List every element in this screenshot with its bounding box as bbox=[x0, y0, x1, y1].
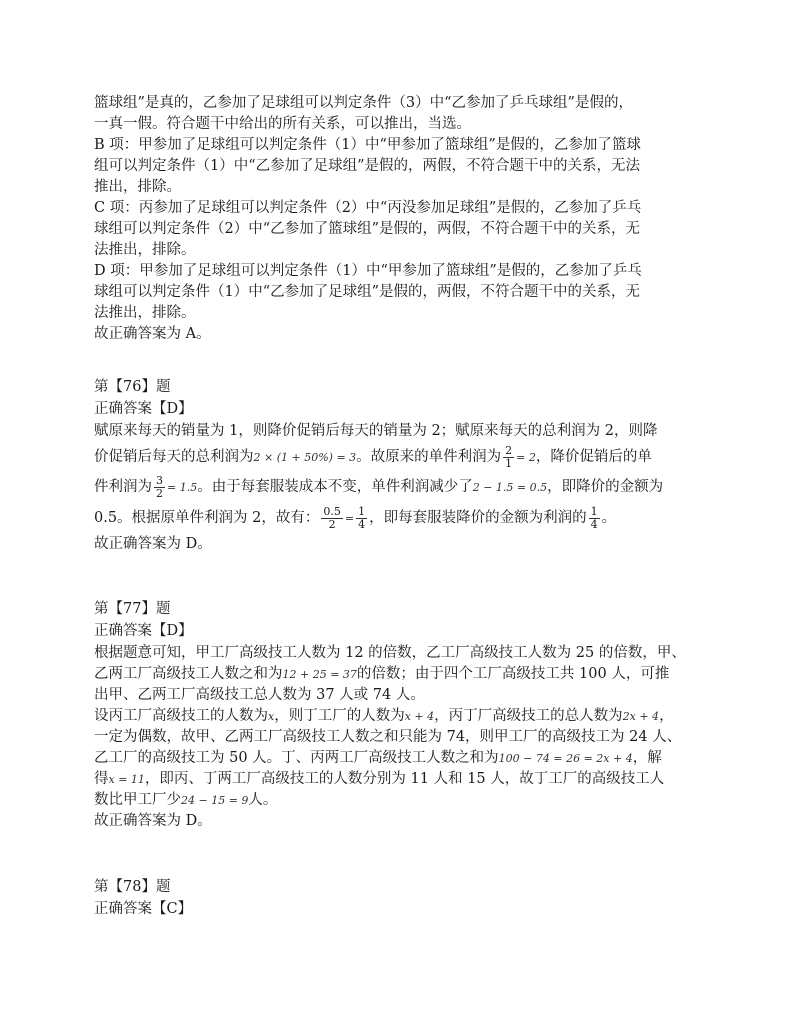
fraction-denominator: 2 bbox=[156, 486, 163, 500]
text-line bbox=[94, 769, 714, 790]
text-segment: 。故原来的单件利润为 bbox=[356, 449, 502, 465]
text-segment: ，则丁工厂的人数为 bbox=[274, 708, 405, 724]
option-b-line: 推出，排除。 bbox=[94, 179, 181, 195]
text-segment: 得 bbox=[94, 771, 109, 787]
text-segment: 人。 bbox=[248, 792, 278, 808]
option-c-line: 球组可以判定条件（2）中“乙参加了篮球组”是假的，两假，不符合题干中的关系，无 bbox=[94, 221, 641, 237]
fraction bbox=[589, 506, 600, 531]
option-c-line: 法推出，排除。 bbox=[94, 242, 196, 258]
correct-answer: 正确答案【D】 bbox=[94, 623, 193, 639]
text-segment: ，解 bbox=[632, 750, 662, 766]
text-segment: 价促销后每天的总利润为 bbox=[94, 449, 254, 465]
math-expression: = 2 bbox=[516, 451, 536, 464]
text-line: 根据题意可知，甲工厂高级技工人数为 12 的倍数，乙工厂高级技工人数为 25 的倍数，甲、 bbox=[94, 645, 686, 661]
option-d-line: D 项：甲参加了足球组可以判定条件（1）中“甲参加了篮球组”是假的，乙参加了乒乓 bbox=[94, 263, 642, 279]
fraction-numerator: 1 bbox=[358, 504, 366, 518]
text-line bbox=[94, 748, 714, 769]
text-segment: 数比甲工厂少 bbox=[94, 792, 181, 808]
fraction-denominator: 1 bbox=[505, 456, 513, 470]
answer-conclusion: 故正确答案为 D。 bbox=[94, 536, 212, 552]
text-segment: ， bbox=[659, 708, 674, 724]
text-line bbox=[94, 664, 714, 685]
fraction bbox=[503, 445, 514, 470]
fraction bbox=[321, 506, 343, 531]
text-line bbox=[94, 706, 714, 727]
text-line bbox=[94, 472, 714, 502]
text-segment: 。 bbox=[601, 510, 617, 526]
q77-explanation bbox=[94, 643, 714, 832]
text-line bbox=[94, 442, 714, 472]
math-expression: = bbox=[344, 512, 355, 525]
text-segment: 件利润为 bbox=[94, 479, 152, 495]
fraction-numerator: 0.5 bbox=[323, 504, 341, 518]
text-segment: ，即丙、丁两工厂高级技工的人数分别为 11 人和 15 人，故丁工厂的高级技工人 bbox=[144, 771, 665, 787]
fraction bbox=[154, 475, 165, 500]
question-title: 第【78】题 bbox=[94, 879, 171, 895]
q76-explanation bbox=[94, 421, 714, 555]
text-line: 一定为偶数，故甲、乙两工厂高级技工人数之和只能为 74，则甲工厂的高级技工为 24 人、 bbox=[94, 729, 682, 745]
math-expression: 2 × (1 + 50%) = 3 bbox=[253, 451, 357, 464]
fraction-denominator: 4 bbox=[590, 517, 598, 531]
option-d-line: 法推出，排除。 bbox=[94, 305, 196, 321]
text-segment: 的倍数；由于四个工厂高级技工共 100 人，可推 bbox=[356, 666, 670, 682]
q75-explanation bbox=[94, 93, 714, 345]
text-segment: 0.5。根据原单件利润为 2，故有： bbox=[94, 510, 320, 526]
text-segment: ，即降价的金额为 bbox=[547, 479, 664, 495]
option-d-line: 球组可以判定条件（1）中“乙参加了足球组”是假的，两假，不符合题干中的关系，无 bbox=[94, 284, 641, 300]
math-expression: 2x + 4 bbox=[622, 710, 660, 723]
text-line: 出甲、乙两工厂高级技工总人数为 37 人或 74 人。 bbox=[94, 687, 425, 703]
text-segment: 乙两工厂高级技工人数之和为 bbox=[94, 666, 283, 682]
text-segment: 。由于每套服装成本不变，单件利润减少了 bbox=[197, 479, 473, 495]
math-expression: = 1.5 bbox=[167, 481, 198, 494]
fraction-numerator: 1 bbox=[590, 504, 598, 518]
math-expression: 24 − 15 = 9 bbox=[181, 794, 249, 807]
answer-conclusion: 故正确答案为 A。 bbox=[94, 326, 211, 342]
text-segment: 乙工厂的高级技工为 50 人。丁、丙两工厂高级技工人数之和为 bbox=[94, 750, 499, 766]
math-expression: x bbox=[268, 710, 275, 723]
correct-answer: 正确答案【C】 bbox=[94, 901, 193, 917]
fraction-denominator: 4 bbox=[358, 517, 366, 531]
math-expression: x = 11 bbox=[108, 773, 145, 786]
math-expression: 100 − 74 = 26 = 2x + 4 bbox=[498, 752, 633, 765]
option-b-line: B 项：甲参加了足球组可以判定条件（1）中“甲参加了篮球组”是假的，乙参加了篮球 bbox=[94, 137, 641, 153]
text-line: 一真一假。符合题干中给出的所有关系，可以推出，当选。 bbox=[94, 116, 471, 132]
fraction bbox=[356, 506, 367, 531]
text-line bbox=[94, 790, 714, 811]
math-expression: x + 4 bbox=[404, 710, 435, 723]
fraction-numerator: 3 bbox=[156, 473, 163, 487]
text-segment: 设丙工厂高级技工的人数为 bbox=[94, 708, 268, 724]
question-title: 第【77】题 bbox=[94, 601, 171, 617]
fraction-denominator: 2 bbox=[328, 517, 336, 531]
option-b-line: 组可以判定条件（1）中“乙参加了足球组”是假的，两假，不符合题干中的关系，无法 bbox=[94, 158, 641, 174]
text-line: 篮球组”是真的，乙参加了足球组可以判定条件（3）中“乙参加了乒乓球组”是假的， bbox=[94, 95, 633, 111]
question-title: 第【76】题 bbox=[94, 379, 171, 395]
text-segment: ，丙丁厂高级技工的总人数为 bbox=[434, 708, 623, 724]
text-line bbox=[94, 502, 714, 534]
correct-answer: 正确答案【D】 bbox=[94, 401, 193, 417]
math-expression: 12 + 25 = 37 bbox=[282, 668, 357, 681]
text-line: 赋原来每天的销量为 1，则降价促销后每天的销量为 2；赋原来每天的总利润为 2，则降 bbox=[94, 423, 658, 439]
text-segment: ，降价促销后的单 bbox=[535, 449, 652, 465]
math-expression: 2 − 1.5 = 0.5 bbox=[472, 481, 548, 494]
text-segment: ，即每套服装降价的金额为利润的 bbox=[369, 510, 587, 526]
answer-conclusion: 故正确答案为 D。 bbox=[94, 813, 212, 829]
option-c-line: C 项：丙参加了足球组可以判定条件（2）中“丙没参加足球组”是假的，乙参加了乒乓 bbox=[94, 200, 642, 216]
fraction-numerator: 2 bbox=[505, 443, 513, 457]
